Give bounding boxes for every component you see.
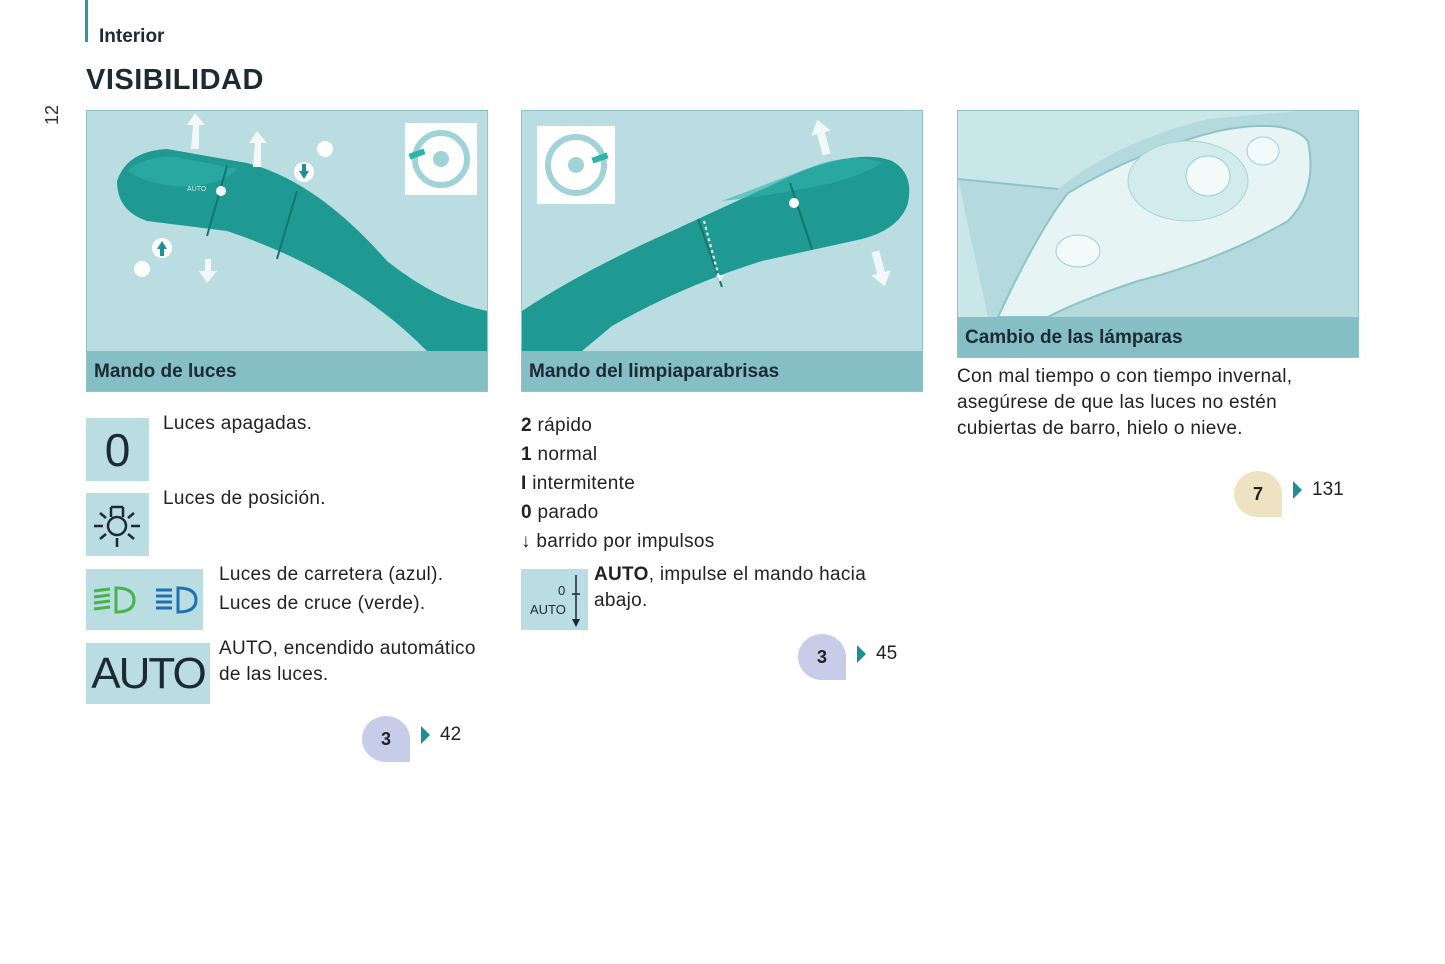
headlamp-illustration bbox=[958, 111, 1358, 317]
svg-text:AUTO: AUTO bbox=[187, 186, 207, 193]
lamps-text-1: Con mal tiempo o con tiempo invernal, bbox=[957, 366, 1293, 387]
wiper-auto-text-1: AUTO, impulse el mando hacia bbox=[594, 564, 867, 585]
list-item: 2 rápido bbox=[521, 415, 593, 436]
wiper-speed-list bbox=[521, 411, 715, 556]
wiper-auto-text-2: abajo. bbox=[594, 590, 648, 611]
wipers-panel bbox=[521, 110, 923, 392]
chapter-ref-bubble: 3 bbox=[798, 634, 846, 680]
section-accent-bar bbox=[85, 0, 88, 42]
ref-arrow-icon bbox=[1293, 481, 1302, 499]
ref-arrow-icon bbox=[857, 645, 866, 663]
ref-page-link[interactable]: 45 bbox=[876, 643, 898, 664]
lamps-text-2: asegúrese de que las luces no estén bbox=[957, 392, 1277, 413]
list-item: 1 normal bbox=[521, 444, 598, 465]
section-title: Interior bbox=[99, 26, 165, 47]
ref-page-link[interactable]: 42 bbox=[440, 724, 462, 745]
dipped-beam-icon bbox=[94, 588, 134, 612]
lights-off-icon: 0 bbox=[86, 418, 149, 481]
page-title: VISIBILIDAD bbox=[86, 64, 264, 96]
auto-lights-text-2: de las luces. bbox=[219, 664, 329, 685]
list-item: ↓ barrido por impulsos bbox=[521, 531, 715, 552]
main-beam-text: Luces de carretera (azul). bbox=[219, 564, 444, 585]
lights-panel-caption: Mando de luces bbox=[87, 351, 487, 391]
list-item: I intermitente bbox=[521, 473, 636, 494]
lights-stalk-illustration bbox=[87, 111, 487, 351]
wiper-auto-icon: 0 AUTO bbox=[521, 569, 588, 630]
auto-lights-icon: AUTO bbox=[86, 643, 210, 704]
lamps-panel bbox=[957, 110, 1359, 358]
lamps-panel-caption: Cambio de las lámparas bbox=[958, 317, 1358, 357]
lamps-text-3: cubiertas de barro, hielo o nieve. bbox=[957, 418, 1243, 439]
auto-lights-text-1: AUTO, encendido automático bbox=[219, 638, 476, 659]
dipped-beam-text: Luces de cruce (verde). bbox=[219, 593, 426, 614]
lights-off-text: Luces apagadas. bbox=[163, 413, 313, 434]
lights-panel bbox=[86, 110, 488, 392]
list-item: 0 parado bbox=[521, 502, 599, 523]
position-lights-icon bbox=[86, 493, 149, 556]
ref-arrow-icon bbox=[421, 726, 430, 744]
chapter-ref-bubble: 3 bbox=[362, 716, 410, 762]
position-lights-text: Luces de posición. bbox=[163, 488, 326, 509]
ref-page-link[interactable]: 131 bbox=[1312, 479, 1344, 500]
page-number: 12 bbox=[42, 104, 62, 126]
wipers-panel-caption: Mando del limpiaparabrisas bbox=[522, 351, 922, 391]
headlights-icons bbox=[86, 569, 203, 630]
main-beam-icon bbox=[156, 588, 196, 612]
chapter-ref-bubble: 7 bbox=[1234, 471, 1282, 517]
wiper-stalk-illustration bbox=[522, 111, 922, 351]
